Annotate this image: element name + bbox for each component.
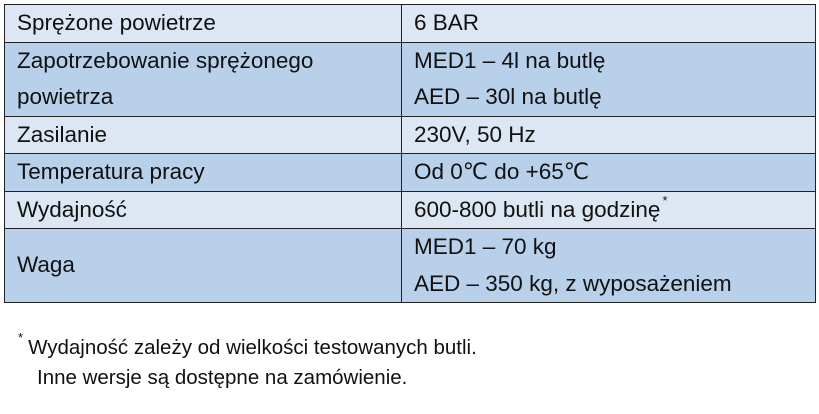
footnote-text: Wydajność zależy od wielkości testowanych butli.: [28, 336, 477, 359]
spec-value: MED1 – 4l na butlę: [414, 47, 606, 73]
spec-label-cell: [5, 5, 402, 43]
footnote: [18, 330, 477, 393]
table-row: [5, 42, 816, 116]
spec-label: powietrza: [17, 84, 114, 109]
spec-label: Sprężone powietrze: [17, 10, 216, 35]
table-row: [5, 191, 816, 229]
spec-value-cell: [402, 5, 816, 43]
table-row: [5, 229, 816, 303]
table-row: [5, 154, 816, 192]
footnote-marker: *: [662, 193, 668, 208]
spec-label: Waga: [17, 252, 75, 278]
spec-value-cell: [402, 191, 816, 229]
spec-label-cell: [5, 154, 402, 192]
spec-label: Zasilanie: [17, 121, 108, 147]
spec-value-line: [414, 192, 803, 229]
spec-label: Zapotrzebowanie sprężonego: [17, 47, 314, 73]
spec-value-cell: [402, 229, 816, 303]
spec-value: MED1 – 70 kg: [414, 234, 557, 259]
spec-table: [4, 4, 816, 303]
spec-label-cell: [5, 191, 402, 229]
footnote-line-2: Inne wersje są dostępne na zamówienie.: [37, 366, 408, 389]
spec-value-cell: [402, 116, 816, 154]
table-row: [5, 5, 816, 43]
spec-label: Temperatura pracy: [17, 159, 205, 184]
spec-value-cell: [402, 42, 816, 116]
table-row: [5, 116, 816, 154]
footnote-line-1: [18, 330, 477, 363]
spec-label: Wydajność: [17, 196, 127, 222]
spec-value-cell: [402, 154, 816, 192]
spec-label-cell: [5, 42, 402, 116]
spec-value: AED – 30l na butlę: [414, 84, 602, 109]
footnote-marker: *: [18, 330, 24, 346]
spec-value: AED – 350 kg, z wyposażeniem: [414, 270, 732, 296]
spec-label-cell: [5, 116, 402, 154]
spec-value: 230V, 50 Hz: [414, 121, 536, 147]
spec-value: Od 0℃ do +65℃: [414, 159, 590, 184]
spec-value: 6 BAR: [414, 10, 480, 35]
spec-value: 600-800 butli na godzinę: [414, 196, 661, 222]
spec-label-cell: [5, 229, 402, 303]
